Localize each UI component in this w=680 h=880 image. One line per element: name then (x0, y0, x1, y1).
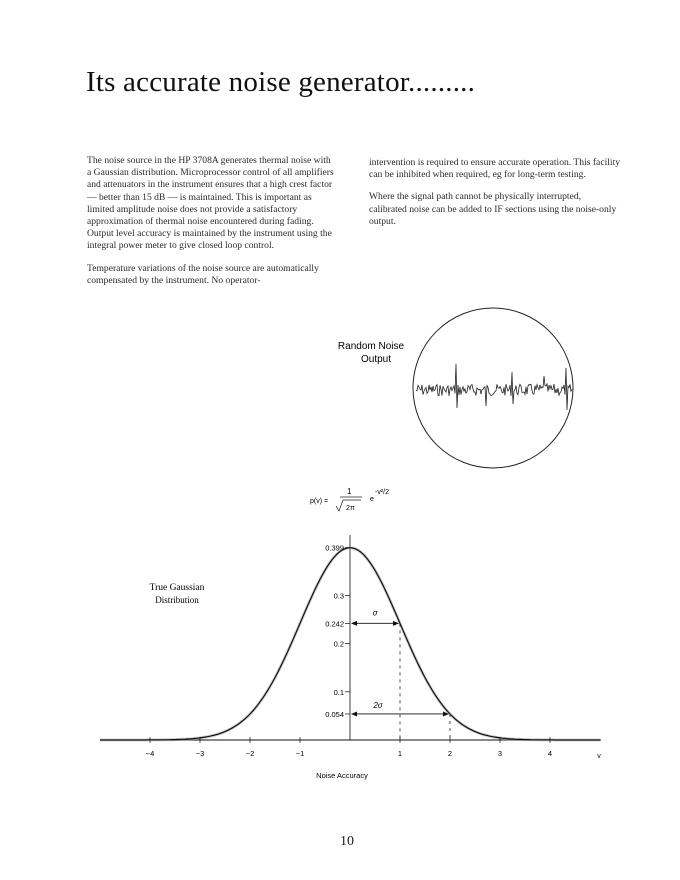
noise-trace (416, 364, 572, 410)
formula-exponent: -v²/2 (375, 489, 389, 496)
y-tick-label: 0.054 (325, 709, 344, 719)
x-tick-label: −4 (145, 749, 155, 758)
x-tick-label: 1 (397, 749, 403, 758)
y-tick-label: 0.399 (325, 543, 344, 553)
oscilloscope-display (413, 308, 573, 468)
two-sigma-label: 2σ (373, 700, 383, 710)
x-tick-label: −2 (245, 749, 255, 758)
arrow-head-icon (351, 621, 357, 626)
arrow-head-icon (351, 711, 357, 716)
formula-numerator: 1 (347, 487, 352, 496)
x-tick-label: −3 (195, 749, 205, 758)
x-axis-end-label: v (597, 753, 601, 760)
x-axis-label: Noise Accuracy (316, 771, 368, 780)
paragraph: Temperature variations of the noise source are automatically compensated by the instrument. No operator- (87, 262, 319, 286)
curve-label-line1: True Gaussian (149, 583, 205, 593)
formula-lhs: p(v) = (310, 498, 329, 505)
page-title: Its accurate noise generator......... (86, 66, 476, 98)
curve-label-line2: Distribution (155, 595, 199, 605)
x-tick-label: 4 (547, 749, 553, 758)
formula-exp-base: e (370, 496, 374, 503)
x-tick-label: 3 (497, 749, 503, 758)
y-tick-label: 0.242 (325, 619, 344, 629)
paragraph: The noise source in the HP 3708A generates thermal noise with a Gaussian distribution. Microprocessor control of all amplifiers and attenuators in the instrument ensures that a high crest factor — better than 15 dB — is maintained. This is important as limited amplitude noise does not provide a satisfactory approximation of thermal noise encountered during fading. Output level accuracy is maintained by the instrument using the integral power meter to give closed loop control. (87, 155, 334, 252)
x-tick-label: −1 (295, 749, 305, 758)
page-number: 10 (340, 834, 354, 849)
scope-label-line2: Output (360, 354, 392, 365)
paragraph: Where the signal path cannot be physically interrupted, calibrated noise can be added to IF sections using the noise-only output. (369, 191, 617, 227)
paragraph: intervention is required to ensure accurate operation. This facility can be inhibited when required, eg for long-term testing. (369, 157, 621, 181)
scope-label-line1: Random Noise (337, 341, 405, 352)
y-tick-label: 0.2 (333, 639, 344, 649)
formula-denominator: 2π (346, 505, 355, 512)
y-tick-label: 0.1 (333, 687, 344, 697)
y-ticks (325, 544, 350, 719)
y-tick-label: 0.3 (333, 591, 344, 601)
gaussian-chart (100, 535, 601, 758)
sigma-label: σ (372, 608, 378, 618)
gaussian-formula (310, 487, 389, 512)
x-tick-label: 2 (447, 749, 453, 758)
